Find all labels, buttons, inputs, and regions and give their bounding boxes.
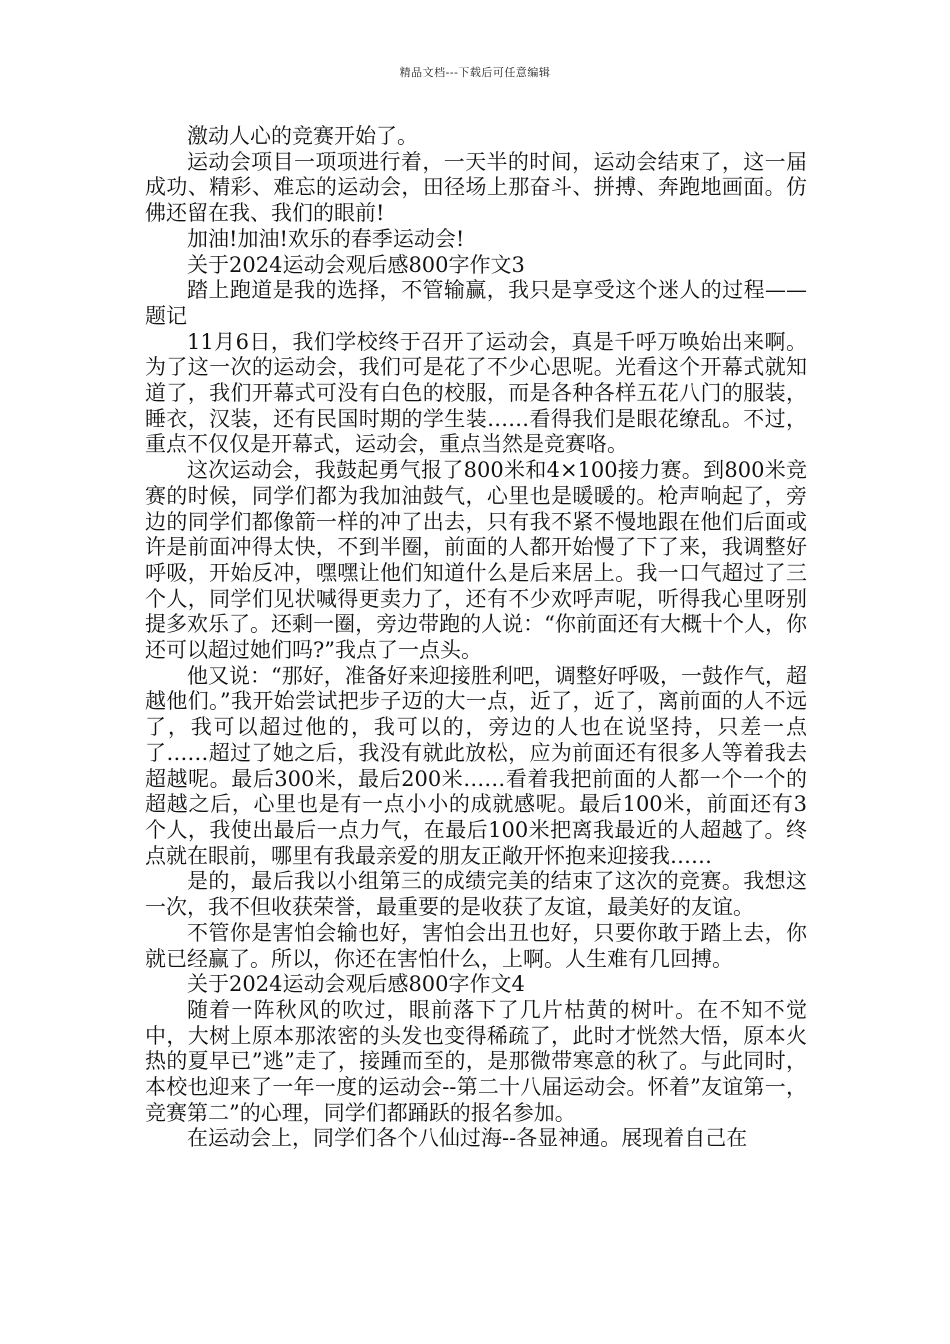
paragraph: 他又说：“那好，准备好来迎接胜利吧，调整好呼吸，一鼓作气，超越他们。”我开始尝试把步子迈的大一点，近了，近了，离前面的人不远了，我可以超过他的，我可以的，旁边的人也在说坚持，只差一点了……超过了她之后，我没有就此放松，应为前面还有很多人等着我去超越呢。最后300米，最后200米……看着我把前面的人都一个一个的超越之后，心里也是有一点小小的成就感呢。最后100米，前面还有3个人，我使出最后一点力气，在最后100米把离我最近的人超越了。终点就在眼前，哪里有我最亲爱的朋友正敞开怀抱来迎接我……	[145, 663, 807, 868]
section-title: 关于2024运动会观后感800字作文3	[187, 252, 525, 277]
paragraph: 激动人心的竞赛开始了。	[187, 124, 418, 148]
paragraph: 11月6日，我们学校终于召开了运动会，真是千呼万唤始出来啊。为了这一次的运动会，我们可是花了不少心思呢。光看这个开幕式就知道了，我们开幕式可没有白色的校服，而是各种各样五花八门的服装，睡衣，汉装，还有民国时期的学生装……看得我们是眼花缭乱。不过，重点不仅仅是开幕式，运动会，重点当然是竞赛咯。	[145, 329, 807, 457]
paragraph: 运动会项目一项项进行着，一天半的时间，运动会结束了，这一届成功、精彩、难忘的运动会，田径场上那奋斗、拼搏、奔跑地画面。仿佛还留在我、我们的眼前!	[145, 149, 807, 226]
page-header: 精品文档---下载后可任意编辑	[399, 66, 551, 79]
paragraph: 踏上跑道是我的选择，不管输赢，我只是享受这个迷人的过程——题记	[145, 278, 807, 328]
section-title: 关于2024运动会观后感800字作文4	[187, 972, 525, 997]
paragraph: 随着一阵秋风的吹过，眼前落下了几片枯黄的树叶。在不知不觉中，大树上原本那浓密的头发也变得稀疏了，此时才恍然大悟，原本火热的夏早已”逃”走了，接踵而至的，是那微带寒意的秋了。与此同时，本校也迎来了一年一度的运动会--第二十八届运动会。怀着”友谊第一，竞赛第二”的心理，同学们都踊跃的报名参加。	[145, 997, 807, 1125]
paragraph: 不管你是害怕会输也好，害怕会出丑也好，只要你敢于踏上去，你就已经赢了。所以，你还在害怕什么，上啊。人生难有几回搏。	[145, 920, 807, 971]
paragraph: 加油!加油!欢乐的春季运动会!	[187, 226, 465, 251]
paragraph: 在运动会上，同学们各个八仙过海--各显神通。展现着自己在	[187, 1126, 748, 1151]
paragraph: 这次运动会，我鼓起勇气报了800米和4×100接力赛。到800米竞赛的时候，同学们都为我加油鼓气，心里也是暖暖的。枪声响起了，旁边的同学们都像箭一样的冲了出去，只有我不紧不慢地跟在他们后面或许是前面冲得太快，不到半圈，前面的人都开始慢了下了来，我调整好呼吸，开始反冲，嘿嘿让他们知道什么是后来居上。我一口气超过了三个人，同学们见状喊得更卖力了，还有不少欢呼声呢，听得我心里呀别提多欢乐了。还剩一圈，旁边带跑的人说：“你前面还有大概十个人，你还可以超过她们吗?”我点了一点头。	[145, 458, 807, 663]
paragraph: 是的，最后我以小组第三的成绩完美的结束了这次的竞赛。我想这一次，我不但收获荣誉，最重要的是收获了友谊，最美好的友谊。	[145, 869, 807, 920]
document-body	[145, 124, 807, 1152]
